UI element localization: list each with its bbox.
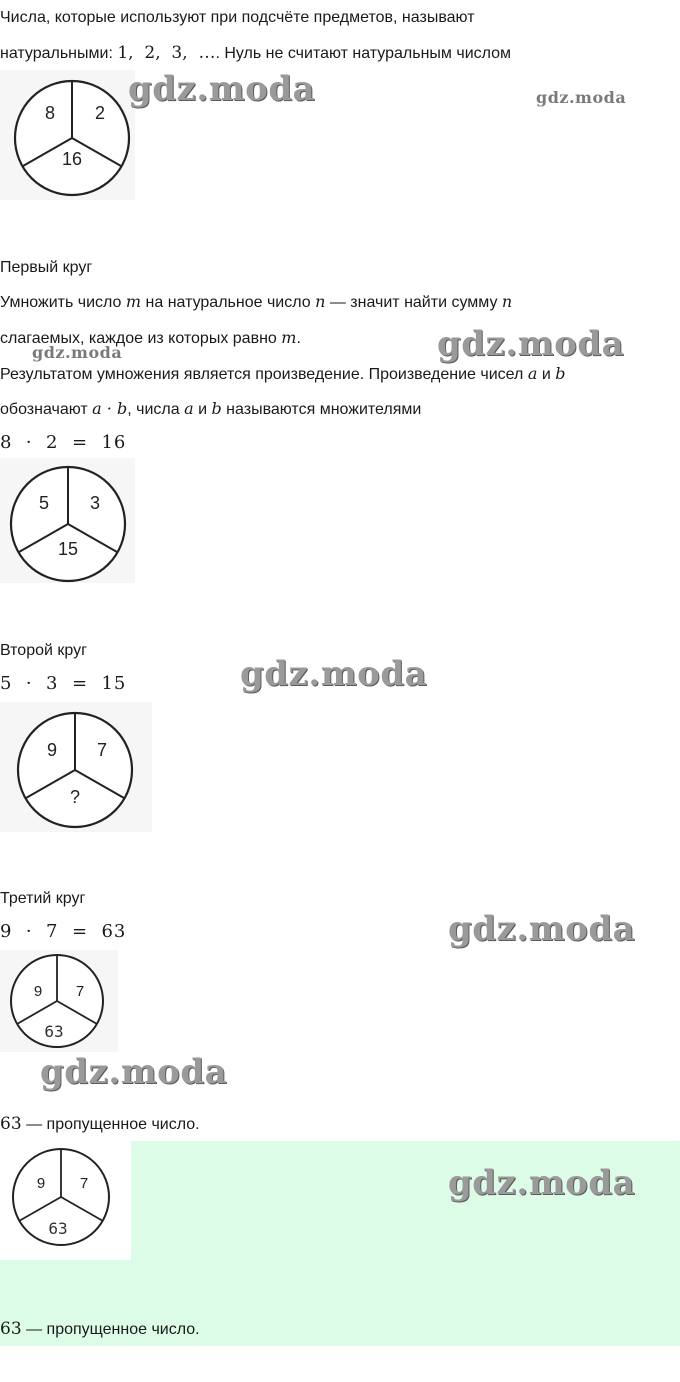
math-a-dot-b: a · b — [92, 399, 128, 418]
circle4-a: 9 — [33, 983, 43, 1000]
watermark: gdz.moda — [448, 909, 636, 949]
circle1-a: 8 — [44, 103, 56, 123]
circle5-b: 7 — [79, 1175, 89, 1192]
math-m: m — [125, 292, 142, 311]
definition-text: Умножить число — [0, 294, 122, 311]
answer-text: — пропущенное число. — [26, 1321, 200, 1338]
circle1-b: 2 — [94, 103, 106, 123]
definition-text: слагаемых, каждое из которых равно — [0, 330, 277, 347]
circle-figure-4 — [0, 950, 118, 1052]
math-b: b — [211, 399, 222, 418]
intro-line-2 — [0, 43, 511, 64]
circle2-a: 5 — [38, 493, 50, 513]
intro-text: натуральными: — [0, 45, 113, 62]
product-line-2 — [0, 399, 421, 420]
circle-figure-2 — [0, 458, 135, 583]
equation-2: 5 · 3 = 15 — [0, 673, 127, 694]
circle3-b: 7 — [96, 740, 108, 760]
intro-tail: . Нуль не считают натуральным числом — [215, 45, 512, 62]
circle-figure-3 — [0, 702, 152, 832]
answer-text: — пропущенное число. — [26, 1116, 200, 1133]
math-n: n — [501, 292, 513, 311]
circle-diagram-1 — [0, 70, 135, 200]
equation-3: 9 · 7 = 63 — [0, 921, 127, 942]
answer-line-1 — [0, 1114, 200, 1135]
circle4-b: 7 — [75, 983, 85, 1000]
watermark: gdz.moda — [40, 1052, 228, 1092]
answer-line-2 — [0, 1319, 200, 1340]
second-circle-label: Второй круг — [0, 642, 87, 659]
definition-text: на натуральное число — [145, 294, 311, 311]
circle-figure-5 — [0, 1141, 131, 1260]
product-text: , числа — [127, 401, 180, 418]
watermark: gdz.moda — [32, 343, 123, 362]
definition-end: . — [296, 330, 301, 347]
math-m: m — [281, 328, 297, 347]
circle-diagram-3 — [0, 702, 152, 832]
equation-1: 8 · 2 = 16 — [0, 432, 127, 453]
watermark: gdz.moda — [448, 1163, 636, 1203]
circle-diagram-4 — [0, 950, 118, 1052]
circle2-b: 3 — [89, 493, 101, 513]
watermark: gdz.moda — [437, 324, 625, 364]
circle-diagram-5 — [0, 1141, 131, 1260]
math-b: b — [555, 364, 566, 383]
product-text: называются множителями — [226, 401, 422, 418]
math-a: a — [184, 399, 194, 418]
watermark: gdz.moda — [240, 654, 428, 694]
intro-line-1: Числа, которые используют при подсчёте предметов, называют — [0, 9, 475, 26]
watermark: gdz.moda — [128, 69, 316, 109]
product-line-1 — [0, 364, 565, 385]
answer-number: 63 — [0, 1114, 22, 1134]
circle-figure-1 — [0, 70, 135, 200]
circle3-a: 9 — [46, 740, 58, 760]
product-and: и — [198, 401, 208, 418]
circle5-a: 9 — [36, 1175, 46, 1192]
product-and: и — [541, 366, 551, 383]
circle3-c: ? — [69, 787, 81, 807]
math-a: a — [527, 364, 538, 383]
intro-numbers: 1, 2, 3, … — [117, 43, 216, 63]
circle-diagram-2 — [0, 458, 135, 583]
definition-text: — значит найти сумму — [329, 294, 498, 311]
product-text: обозначают — [0, 401, 88, 418]
product-text: Результатом умножения является произведение. Произведение чисел — [0, 366, 524, 383]
math-n: n — [315, 292, 326, 311]
circle1-c: 16 — [61, 149, 83, 169]
third-circle-label: Третий круг — [0, 890, 86, 907]
first-circle-label: Первый круг — [0, 259, 93, 276]
circle2-c: 15 — [57, 539, 79, 559]
definition-line-1 — [0, 292, 512, 313]
watermark: gdz.moda — [536, 88, 627, 107]
circle5-c: 63 — [48, 1219, 68, 1238]
circle4-c: 63 — [44, 1022, 64, 1041]
answer-number: 63 — [0, 1319, 22, 1339]
